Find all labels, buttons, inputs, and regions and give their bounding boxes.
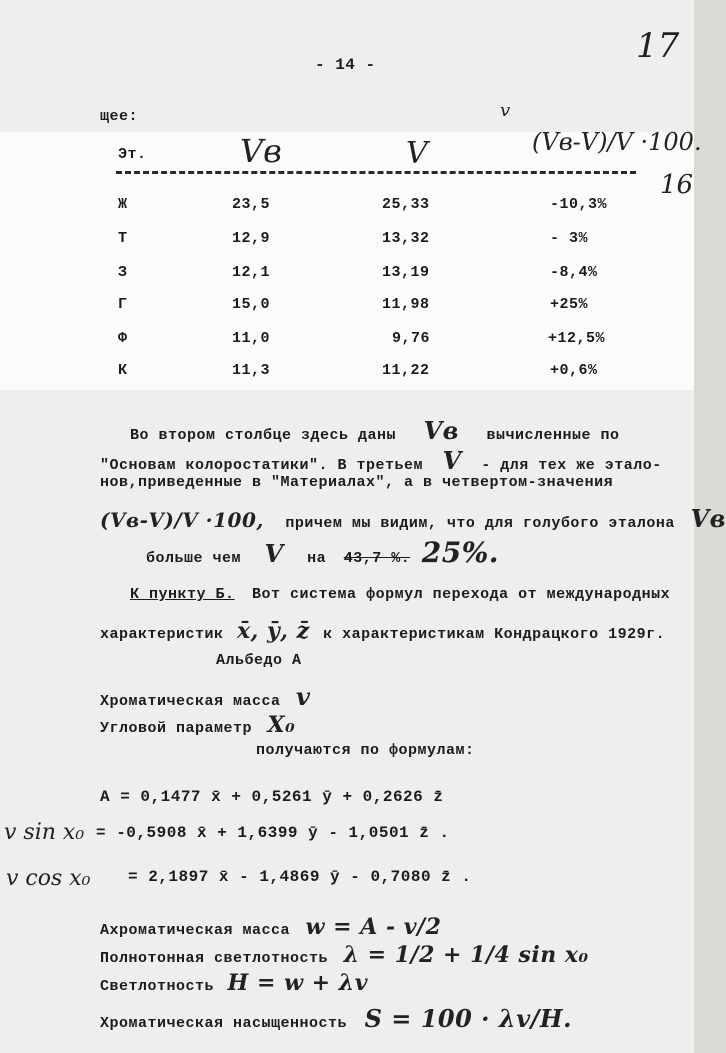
formula-vcos: = 2,1897 x̄ - 1,4869 ȳ - 0,7080 z̄ .	[128, 868, 472, 886]
stray-handwritten-mark: v	[500, 100, 511, 121]
row-diff: +12,5%	[548, 330, 606, 347]
intro-word: щее:	[100, 108, 139, 125]
row-v: 11,98	[382, 296, 430, 313]
row-v: 25,33	[382, 196, 430, 213]
row-name: Г	[118, 296, 128, 313]
albedo-label: Альбедо А	[216, 652, 302, 669]
para2-line2: характеристик x̄, ȳ, z̄ к характеристикам Кондрацкого 1929г.	[100, 618, 666, 644]
table-header-name: Эт.	[118, 146, 147, 163]
row-name: Ж	[118, 196, 128, 213]
para2-line1: К пункту Б. Вот система формул перехода от международных	[130, 586, 671, 603]
angle-param-line: Угловой параметр X₀	[100, 712, 296, 738]
formula2-label: v sin x₀	[4, 820, 85, 845]
def-achromatic: Ахроматическая масса w = A - v/2	[100, 914, 442, 940]
row-name: Ф	[118, 330, 128, 347]
row-vb: 12,1	[232, 264, 271, 281]
formula-vsin: = -0,5908 x̄ + 1,6399 ȳ - 1,0501 z̄ .	[96, 824, 450, 842]
table-header-vb: Vв	[240, 132, 282, 170]
row-vb: 11,3	[232, 362, 271, 379]
formula-albedo: A = 0,1477 x̄ + 0,5261 ȳ + 0,2626 z̄	[100, 788, 444, 806]
row-diff: +0,6%	[550, 362, 598, 379]
row-diff: +25%	[550, 296, 589, 313]
row-name: З	[118, 264, 128, 281]
formula3-label: v cos x₀	[6, 866, 91, 891]
margin-handwritten-number: 17	[636, 26, 680, 66]
side-handwritten-number: 16	[660, 170, 694, 200]
row-vb: 12,9	[232, 230, 271, 247]
formulas-intro: получаются по формулам:	[256, 742, 475, 759]
para1-line1: Во втором столбце здесь даны Vв вычисленные по	[130, 416, 620, 445]
section-heading: К пункту Б.	[130, 586, 235, 603]
row-v: 11,22	[382, 362, 430, 379]
row-diff: - 3%	[550, 230, 589, 247]
row-name: Т	[118, 230, 128, 247]
row-v: 9,76	[392, 330, 431, 347]
def-fulltone: Полнотонная светлотность λ = 1/2 + 1/4 sin x₀	[100, 942, 589, 968]
table-header-v: V	[406, 136, 428, 171]
para1-line5: больше чем V на 43,7 %. 25%.	[146, 536, 500, 569]
row-v: 13,19	[382, 264, 430, 281]
para1-line4: (Vв-V)/V ·100, причем мы видим, что для голубого эталона Vв	[100, 504, 726, 533]
para1-line2: "Основам колоростатики". В третьем V - для тех же этало-	[100, 446, 662, 475]
def-lightness: Светлотность H = w + λv	[100, 970, 368, 996]
row-name: К	[118, 362, 128, 379]
row-vb: 11,0	[232, 330, 271, 347]
table-header-divider	[116, 171, 636, 174]
row-vb: 23,5	[232, 196, 271, 213]
table-header-diff: (Vв-V)/V ·100.	[532, 128, 702, 156]
row-v: 13,32	[382, 230, 430, 247]
page-number: - 14 -	[315, 56, 376, 74]
row-vb: 15,0	[232, 296, 271, 313]
para1-line3: нов,приведенные в "Материалах", а в четвертом-значения	[100, 474, 614, 491]
row-diff: -10,3%	[550, 196, 608, 213]
row-diff: -8,4%	[550, 264, 598, 281]
chromatic-mass-line: Хроматическая масса v	[100, 682, 311, 711]
def-saturation: Хроматическая насыщенность S = 100 · λv/H.	[100, 1004, 572, 1033]
